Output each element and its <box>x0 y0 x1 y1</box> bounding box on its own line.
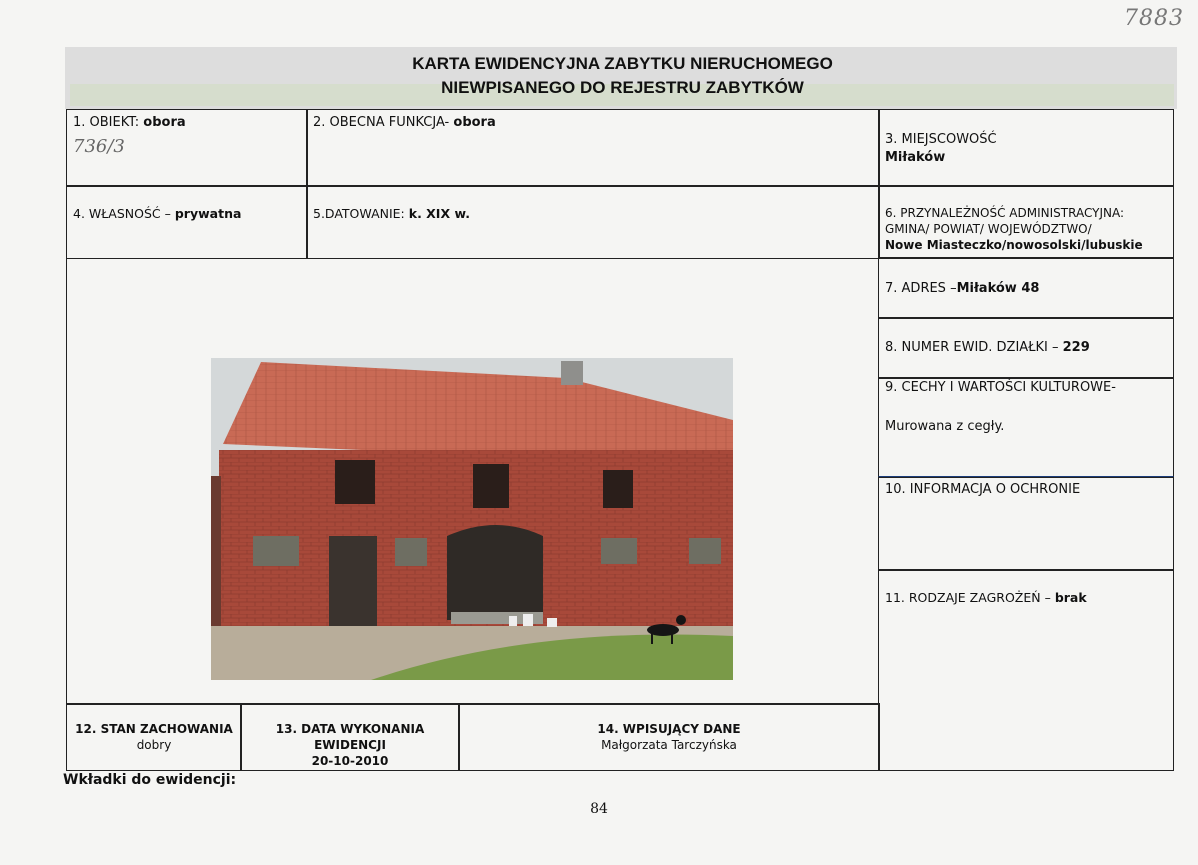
field-funkcja <box>306 109 880 187</box>
field-wpisujacy <box>458 703 880 771</box>
wpisujacy-value: Małgorzata Tarczyńska <box>601 738 737 752</box>
zagrozenia-value: brak <box>1054 590 1087 605</box>
cechy-label: 9. CECHY I WARTOŚCI KULTUROWE- <box>885 380 1116 395</box>
card-title <box>65 52 1180 100</box>
data-value: 20-10-2010 <box>311 754 389 768</box>
field-cechy <box>878 377 1174 478</box>
datowanie-label: 5.DATOWANIE: <box>313 206 405 221</box>
data-label: 13. DATA WYKONANIA EWIDENCJI <box>275 722 425 752</box>
field-data <box>240 703 460 771</box>
cechy-value: Murowana z cegły. <box>885 419 1005 434</box>
field-dzialka <box>878 317 1174 379</box>
zagrozenia-label: 11. RODZAJE ZAGROŻEŃ – <box>885 590 1051 605</box>
field-adres <box>878 257 1174 319</box>
card-title-line2: NIEWPISANEGO DO REJESTRU ZABYTKÓW <box>441 78 804 97</box>
page-number: 84 <box>590 801 608 817</box>
field-stan <box>66 703 242 771</box>
field-zagrozenia <box>878 569 1174 771</box>
card-title-line1: KARTA EWIDENCYJNA ZABYTKU NIERUCHOMEGO <box>412 54 833 73</box>
przynaleznosc-label-2: GMINA/ POWIAT/ WOJEWÓDZTWO/ <box>885 222 1092 236</box>
miejscowosc-label: 3. MIEJSCOWOŚĆ <box>885 132 997 147</box>
obiekt-value: obora <box>143 115 186 130</box>
przynaleznosc-value: Nowe Miasteczko/nowosolski/lubuskie <box>885 238 1143 252</box>
funkcja-value: obora <box>453 115 496 130</box>
ochrona-label: 10. INFORMACJA O OCHRONIE <box>885 482 1081 497</box>
obiekt-handnote: 736/3 <box>73 136 125 157</box>
field-obiekt <box>66 109 308 187</box>
adres-value: Miłaków 48 <box>956 281 1040 296</box>
obiekt-label: 1. OBIEKT: <box>73 115 140 130</box>
stan-label: 12. STAN ZACHOWANIA <box>75 722 233 736</box>
adres-label: 7. ADRES – <box>885 281 957 296</box>
wlasnosc-label: 4. WŁASNOŚĆ – <box>73 206 171 221</box>
handwritten-catalog-number: 7883 <box>1124 6 1184 31</box>
dzialka-value: 229 <box>1062 340 1090 355</box>
field-ochrona <box>878 476 1174 571</box>
funkcja-label: 2. OBECNA FUNKCJA- <box>313 115 450 130</box>
miejscowosc-value: Miłaków <box>885 150 946 165</box>
stan-value: dobry <box>136 738 172 752</box>
field-przynaleznosc <box>878 185 1174 259</box>
dzialka-label: 8. NUMER EWID. DZIAŁKI – <box>885 340 1059 355</box>
field-miejscowosc <box>878 109 1174 187</box>
building-photo <box>211 358 733 680</box>
inserts-label: Wkładki do ewidencji: <box>63 772 237 788</box>
przynaleznosc-label-1: 6. PRZYNALEŻNOŚĆ ADMINISTRACYJNA: <box>885 206 1125 220</box>
wlasnosc-value: prywatna <box>174 206 242 221</box>
datowanie-value: k. XIX w. <box>408 206 470 221</box>
wpisujacy-label: 14. WPISUJĄCY DANE <box>597 722 741 736</box>
field-datowanie <box>306 185 880 259</box>
barn-illustration <box>211 358 733 680</box>
field-wlasnosc <box>66 185 308 259</box>
